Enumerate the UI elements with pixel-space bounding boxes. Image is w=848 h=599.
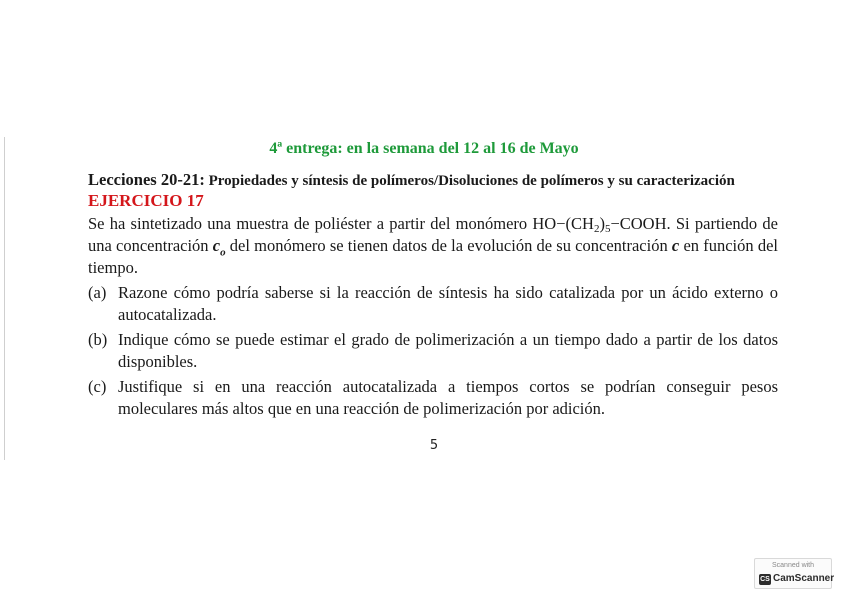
question-list [88,282,778,423]
question-text: Justifique si en una reacción autocatalizada a tiempos cortos se podrían conseguir pesos moleculares más altos que en una reacción de polimerización por adición. [118,377,778,418]
concentration-var: c [671,236,680,255]
watermark-brand: CamScanner [773,573,835,584]
watermark-caption: Scanned with [771,562,815,569]
exercise-title: EJERCICIO 17 [88,191,204,210]
statement-text: en función del tiempo. [88,236,778,277]
question-text: Indique cómo se puede estimar el grado de polimerización a un tiempo dado a partir de los datos disponibles. [118,330,778,371]
statement-text: ) [599,214,605,233]
camscanner-watermark [754,558,835,589]
statement-text: −COOH. Si partiendo de una concentración [88,214,778,255]
statement-text: del monómero se tienen datos de la evolución de su concentración [225,236,672,255]
question-item [88,282,778,326]
question-marker: (c) [88,377,107,396]
page-number: 5 [429,438,439,453]
question-marker: (b) [88,330,108,349]
question-item [88,329,778,373]
lessons-title: Propiedades y síntesis de polímeros/Disoluciones de polímeros y su caracterización [208,173,735,189]
lessons-number: Lecciones 20-21: [88,170,205,189]
camscanner-logo-icon: CS [760,576,770,583]
subscript: 5 [604,223,611,235]
delivery-heading: 4ª entrega: en la semana del 12 al 16 de Mayo [269,140,579,157]
statement-text: Se ha sintetizado una muestra de poliéster a partir del monómero HO−(CH [88,214,594,233]
exercise-statement [88,213,778,279]
lessons-heading [88,170,735,190]
scan-edge-line [4,137,5,460]
question-text: Razone cómo podría saberse si la reacción de síntesis ha sido catalizada por un ácido externo o autocatalizada. [118,283,778,324]
subscript: 2 [593,223,600,235]
question-item [88,376,778,420]
concentration-initial-var: $c_o$ [212,236,226,259]
question-marker: (a) [88,283,107,302]
